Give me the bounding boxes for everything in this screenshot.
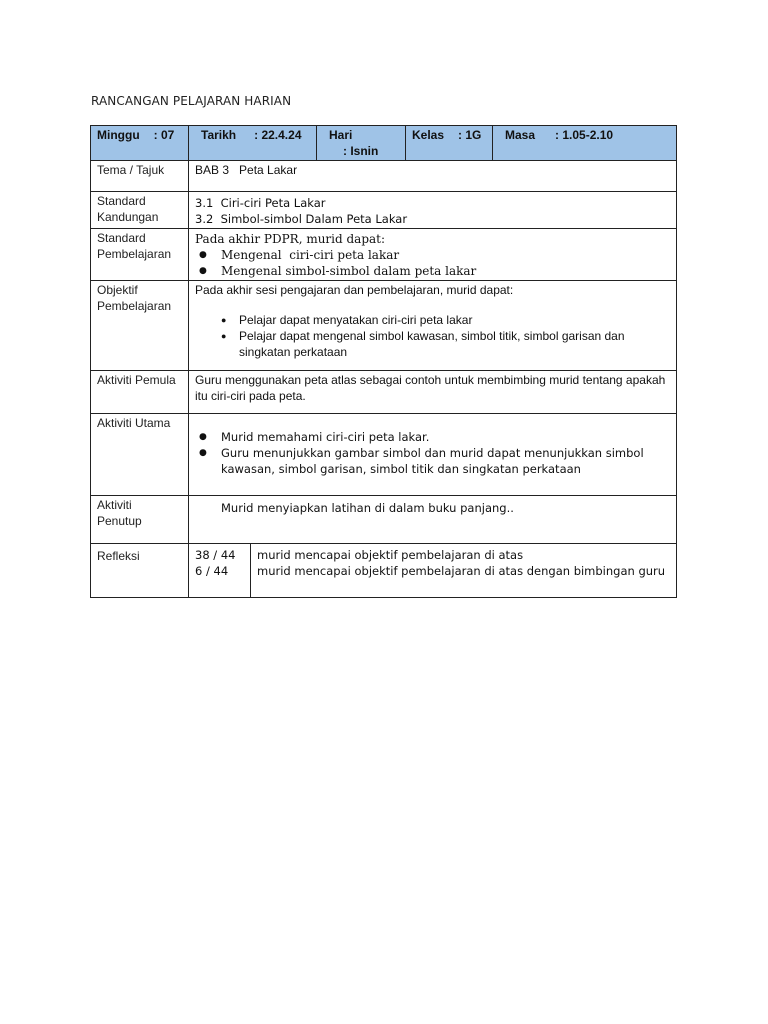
standard-pembelajaran-value [189,229,677,281]
tema-value: BAB 3 Peta Lakar [189,161,677,192]
tema-label: Tema / Tajuk [91,161,189,192]
hari-label: Hari [329,128,353,142]
list-item: ● Pelajar dapat menyatakan ciri-ciri peta lakar [195,312,670,328]
standard-pembelajaran-list [195,247,670,279]
objektif-value [189,281,677,371]
aktiviti-utama-row [91,414,677,496]
standard-kandungan-row [91,192,677,229]
aktiviti-penutup-row [91,496,677,544]
kelas-label: Kelas [412,128,445,142]
standard-kandungan-item: 3.2 Simbol-simbol Dalam Peta Lakar [195,212,408,226]
list-item: ● Pelajar dapat mengenal simbol kawasan, simbol titik, simbol garisan dan singkatan perkataan [195,328,670,360]
aktiviti-penutup-label [91,496,189,544]
masa-label: Masa [505,128,536,142]
aktiviti-pemula-value: Guru menggunakan peta atlas sebagai contoh untuk membimbing murid tentang apakah itu ciri-ciri pada peta. [189,371,677,414]
aktiviti-penutup-label-2: Penutup [97,514,142,528]
refleksi-texts [251,544,677,598]
objektif-intro: Pada akhir sesi pengajaran dan pembelajaran, murid dapat: [195,283,514,297]
standard-kandungan-label-2: Kandungan [97,210,159,224]
standard-pembelajaran-label-1: Standard [97,231,146,245]
refleksi-row [91,544,677,598]
objektif-label-1: Objektif [97,283,138,297]
minggu-cell [91,126,189,161]
objektif-list [195,312,670,360]
standard-kandungan-label-1: Standard [97,194,146,208]
refleksi-count-2: 6 / 44 [195,564,229,578]
masa-cell [493,126,677,161]
refleksi-counts [189,544,251,598]
list-item: ● Mengenal ciri-ciri peta lakar [195,247,670,263]
tema-row [91,161,677,192]
aktiviti-utama-label: Aktiviti Utama [91,414,189,496]
header-row [91,126,677,161]
standard-kandungan-item: 3.1 Ciri-ciri Peta Lakar [195,196,326,210]
list-item: ● Murid memahami ciri-ciri peta lakar. [195,429,670,445]
tarikh-cell [189,126,317,161]
refleksi-label: Refleksi [91,544,189,598]
standard-pembelajaran-label [91,229,189,281]
hari-cell [317,126,406,161]
hari-value: : Isnin [343,144,379,158]
list-item: ● Mengenal simbol-simbol dalam peta lakar [195,263,670,279]
lesson-plan-table [90,125,677,598]
minggu-label: Minggu [97,128,140,142]
kelas-cell [406,126,493,161]
aktiviti-pemula-label: Aktiviti Pemula [91,371,189,414]
tarikh-value: : 22.4.24 [254,128,302,142]
masa-value: : 1.05-2.10 [555,128,614,142]
aktiviti-utama-value [189,414,677,496]
tarikh-label: Tarikh [201,128,237,142]
standard-pembelajaran-intro: Pada akhir PDPR, murid dapat: [195,232,386,246]
standard-pembelajaran-row [91,229,677,281]
document-title: RANCANGAN PELAJARAN HARIAN [91,94,292,108]
aktiviti-utama-list [195,429,670,477]
objektif-label-2: Pembelajaran [97,299,172,313]
aktiviti-penutup-value: Murid menyiapkan latihan di dalam buku panjang.. [189,496,677,544]
standard-kandungan-value [189,192,677,229]
refleksi-text-1: murid mencapai objektif pembelajaran di atas [257,548,524,562]
objektif-row [91,281,677,371]
standard-pembelajaran-label-2: Pembelajaran [97,247,172,261]
minggu-value: : 07 [153,128,175,142]
objektif-label [91,281,189,371]
aktiviti-pemula-row [91,371,677,414]
list-item: ● Guru menunjukkan gambar simbol dan murid dapat menunjukkan simbol kawasan, simbol garisan, simbol titik dan singkatan perkataan [195,445,670,477]
refleksi-text-2: murid mencapai objektif pembelajaran di atas dengan bimbingan guru [257,564,666,578]
standard-kandungan-label [91,192,189,229]
aktiviti-penutup-label-1: Aktiviti [97,498,132,512]
kelas-value: : 1G [458,128,482,142]
refleksi-count-1: 38 / 44 [195,548,236,562]
